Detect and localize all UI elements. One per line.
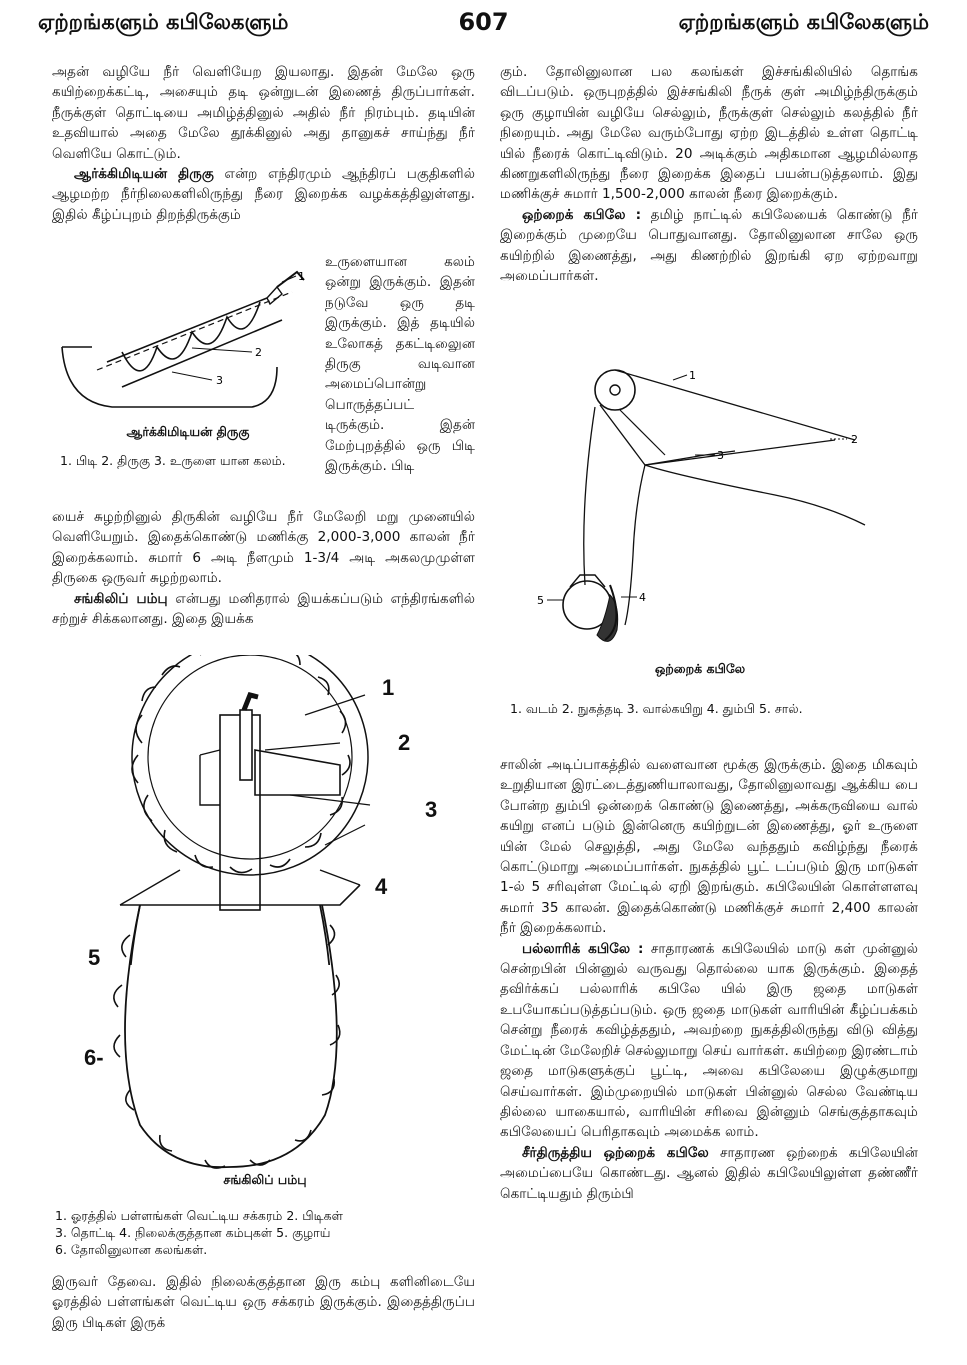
left-column-top <box>52 62 475 225</box>
paragraph: அதன் வழியே நீர் வெளியேற இயலாது. இதன் மேலே ஒரு கயிற்றைக்கட்டி, அசையும் தடி ஒன்றுடன் இணைத் திருப்பார்கள். நீருக்குள் தொட்டியை அமிழ்த்தினுல் அதில் நீர் நிரம்பும். தடியின் உதவியால் அதை மேலே தூக்கினுல் அது தானுகச் சாய்ந்து நீர் வெளியே கொட்டும். <box>52 64 475 162</box>
running-header-left: ஏற்றங்களும் கபிலேகளும் <box>38 10 289 34</box>
paragraph: இருவர் தேவை. இதில் நிலைக்குத்தான இரு கம்பு களினிடையே ஓரத்தில் பள்ளங்கள் வெட்டிய ஒரு சக்கரம் இருக்கும். இதைத்திருப்ப இரு பிடிகள் இருக் <box>52 1274 475 1331</box>
paragraph: கும். தோலினுலான பல கலங்கள் இச்சங்கிலியில் தொங்க விடப்படும். ஒருபுறத்தில் இச்சங்கிலி நீருக் குள் அமிழ்ந்திருக்கும் ஒரு குழாயின் வழியே செல்லும், நீருக்குள் செல்லும் கலத்தில் நீர் நிறையும். அது மேலே வரும்போது ஏற்ற இடத்தில் உள்ள தொட்டி யில் நீரைக் கொட்டிவிடும். 20 அடிக்கும் அதிகமான ஆழமில்லாத கிணறுகளிலிருந்து நீரை இறைக்க இதைப் பயன்படுத்தலாம். இது மணிக்குச் சுமார் 1,500-2,000 காலன் நீரை இறைக்கும். <box>500 64 918 203</box>
kapilai-label-3: 3 <box>717 449 724 462</box>
kapilai-label-2: 2 <box>851 433 858 446</box>
chain-pump-label-2: 2 <box>398 730 411 755</box>
archimedes-screw-figure <box>52 262 322 422</box>
archimedes-label-1: 1 <box>298 270 305 283</box>
paragraph: உருளையான கலம் ஒன்று இருக்கும். இதன் நடுவே ஒரு தடி இருக்கும். இத் தடியில் உலோகத் தகட்டிலுைன திருகு வடிவான அமைப்பொன்று பொருத்தப்பட் டிருக்கும். இதன் மேற்புறத்தில் ஒரு பிடி இருக்கும். பிடி <box>325 254 475 475</box>
paragraph: சங்கிலிப் பம்பு என்பது மனிதரால் இயக்கப்படும் எந்திரங்களில் சற்றுச் சிக்கலானது. இதை இயக்க <box>52 590 476 628</box>
chain-pump-legend <box>55 1207 475 1258</box>
paragraph: சீர்திருத்திய ஒற்றைக் கபிலே சாதாரண ஒற்றைக் கபிலேயின் அமைப்பையே கொண்டது. ஆனல் இதில் கபிலேயிலுள்ள தண்ணீர் கொட்டியதும் திரும்பி <box>500 1144 918 1202</box>
legend-line: 1. ஓரத்தில் பள்ளங்கள் வெட்டிய சக்கரம் 2. பிடிகள் <box>55 1208 343 1223</box>
kapilai-label-5: 5 <box>537 594 544 607</box>
archimedes-legend: 1. பிடி 2. திருகு 3. உருளை யான கலம். <box>60 453 286 468</box>
left-column-bottom <box>52 1272 475 1333</box>
running-header-right: ஏற்றங்களும் கபிலேகளும் <box>678 10 929 34</box>
kapilai-label-1: 1 <box>689 369 696 382</box>
kapilai-caption: ஒற்றைக் கபிலே <box>654 661 746 676</box>
kapilai-figure <box>525 355 895 665</box>
page-number: 607 <box>458 8 509 36</box>
term-archimedes-screw: ஆர்க்கிமிடியன் திருகு <box>74 166 214 183</box>
right-column-top <box>500 62 918 286</box>
archimedes-label-2: 2 <box>255 346 262 359</box>
right-column-bottom <box>500 755 918 1204</box>
legend-line: 6. தோலினுலான கலங்கள். <box>55 1242 208 1257</box>
term-single-kapilai: ஒற்றைக் கபிலே : <box>522 206 642 223</box>
paragraph: யைச் சுழற்றினுல் திருகின் வழியே நீர் மேலேறி மறு முனையில் வெளியேறும். இதைக்கொண்டு மணிக்கு 2,000-3,000 காலன் நீர் இறைக்கலாம். சுமார் 6 அடி நீளமும் 1-3/4 அடி அகலமுமுள்ள திருகை ஒருவர் சுழற்றலாம். <box>52 509 475 587</box>
chain-pump-label-1: 1 <box>382 675 395 700</box>
paragraph: ஒற்றைக் கபிலே : தமிழ் நாட்டில் கபிலேயைக் கொண்டு நீர் இறைக்கும் முறையே பொதுவானது. தோலினுலான சாலே ஒரு கயிற்றில் இணைத்து, அது கிணற்றில் இறங்கி ஏற ஏற்றவாறு அமைப்பார்கள். <box>500 206 919 285</box>
chain-pump-lower-chain <box>100 905 360 1175</box>
chain-pump-label-6: 6- <box>84 1045 104 1070</box>
term-chain-pump: சங்கிலிப் பம்பு <box>74 590 168 607</box>
paragraph: பல்லாரிக் கபிலே : சாதாரணக் கபிலேயில் மாடு கள் முன்னுல் சென்றபின் பின்னுல் வருவது தொல்லை யாக இருக்கும். இதைத் தவிர்க்கப் பல்லாரிக் கபிலே யில் இரு ஜதை மாடுகள் உபயோகப்படுத்தப்படும். ஒரு ஜதை மாடுகள் வாரியின் கீழ்ப்பக்கம் சென்று நீரைக் கவிழ்த்ததும், அவற்றை நுகத்திலிருந்து விடு வித்து மேட்டின் மேலேறிச் செல்லுமாறு செய் வார்கள். கயிற்றை இரண்டாம் ஜதை மாடுகளுக்குப் பூட்டி, அவை கபிலேயை இழுக்குமாறு செய்வார்கள். இம்முறையில் மாடுகள் பின்னுல் செல்ல வேண்டிய தில்லை யாகையால், வாரியின் சரிவை இன்னும் செங்குத்தாகவும் கபிலேயைப் பெரிதாகவும் அமைக்க லாம். <box>500 940 918 1141</box>
kapilai-legend: 1. வடம் 2. நுகத்தடி 3. வால்கயிறு 4. தும்பி 5. சால். <box>510 701 803 716</box>
legend-line: 3. தொட்டி 4. நிலைக்குத்தான கம்புகள் 5. குழாய் <box>55 1225 331 1240</box>
chain-pump-label-3: 3 <box>425 797 438 822</box>
chain-pump-label-4: 4 <box>375 874 388 899</box>
chain-pump-caption: சங்கிலிப் பம்பு <box>223 1172 307 1187</box>
chain-pump-label-5: 5 <box>88 945 101 970</box>
archimedes-caption: ஆர்க்கிமிடியன் திருகு <box>126 424 250 439</box>
left-column-wrap <box>325 252 475 476</box>
paragraph: சாலின் அடிப்பாகத்தில் வளைவான மூக்கு இருக்கும். இதை மிகவும் உறுதியான இரட்டைத்துணியாலாவது, தோலினுலாவது ஆக்கிய பை போன்ற தும்பி ஒன்றைக் கொண்டு இணைத்து, அக்கருவியை வால் கயிறு எனப் படும் இன்னெரு கயிற்றுடன் இணைத்து, ஓர் உருளை யின் மேல் செலுத்தி, அது மேலே வந்ததும் கவிழ்ந்து நீரைக் கொட்டுமாறு அமைப்பார்கள். நுகத்தில் பூட் டப்படும் இரு மாடுகள் 1-ல் 5 சரிவுள்ள மேட்டில் ஏறி இறங்கும். கபிலேயின் கொள்ளளவு சுமார் 35 காலன். இதைக்கொண்டு மணிக்குச் சுமார் 2,400 காலன் நீர் இறைக்கலாம். <box>500 757 918 937</box>
kapilai-label-4: 4 <box>639 591 646 604</box>
term-improved-kapilai: சீர்திருத்திய ஒற்றைக் கபிலே <box>522 1144 709 1161</box>
term-bellary-kapilai: பல்லாரிக் கபிலே : <box>522 940 644 957</box>
paragraph: ஆர்க்கிமிடியன் திருகு என்ற எந்திரமும் ஆந்திரப் பகுதிகளில் ஆழமற்ற நீர்நிலைகளிலிருந்து நீரை இறைக்க வழக்கத்திலுள்ளது. இதில் கீழ்ப்புறம் திறந்திருக்கும் <box>52 166 475 223</box>
left-column-mid <box>52 507 475 629</box>
archimedes-label-3: 3 <box>216 374 223 387</box>
